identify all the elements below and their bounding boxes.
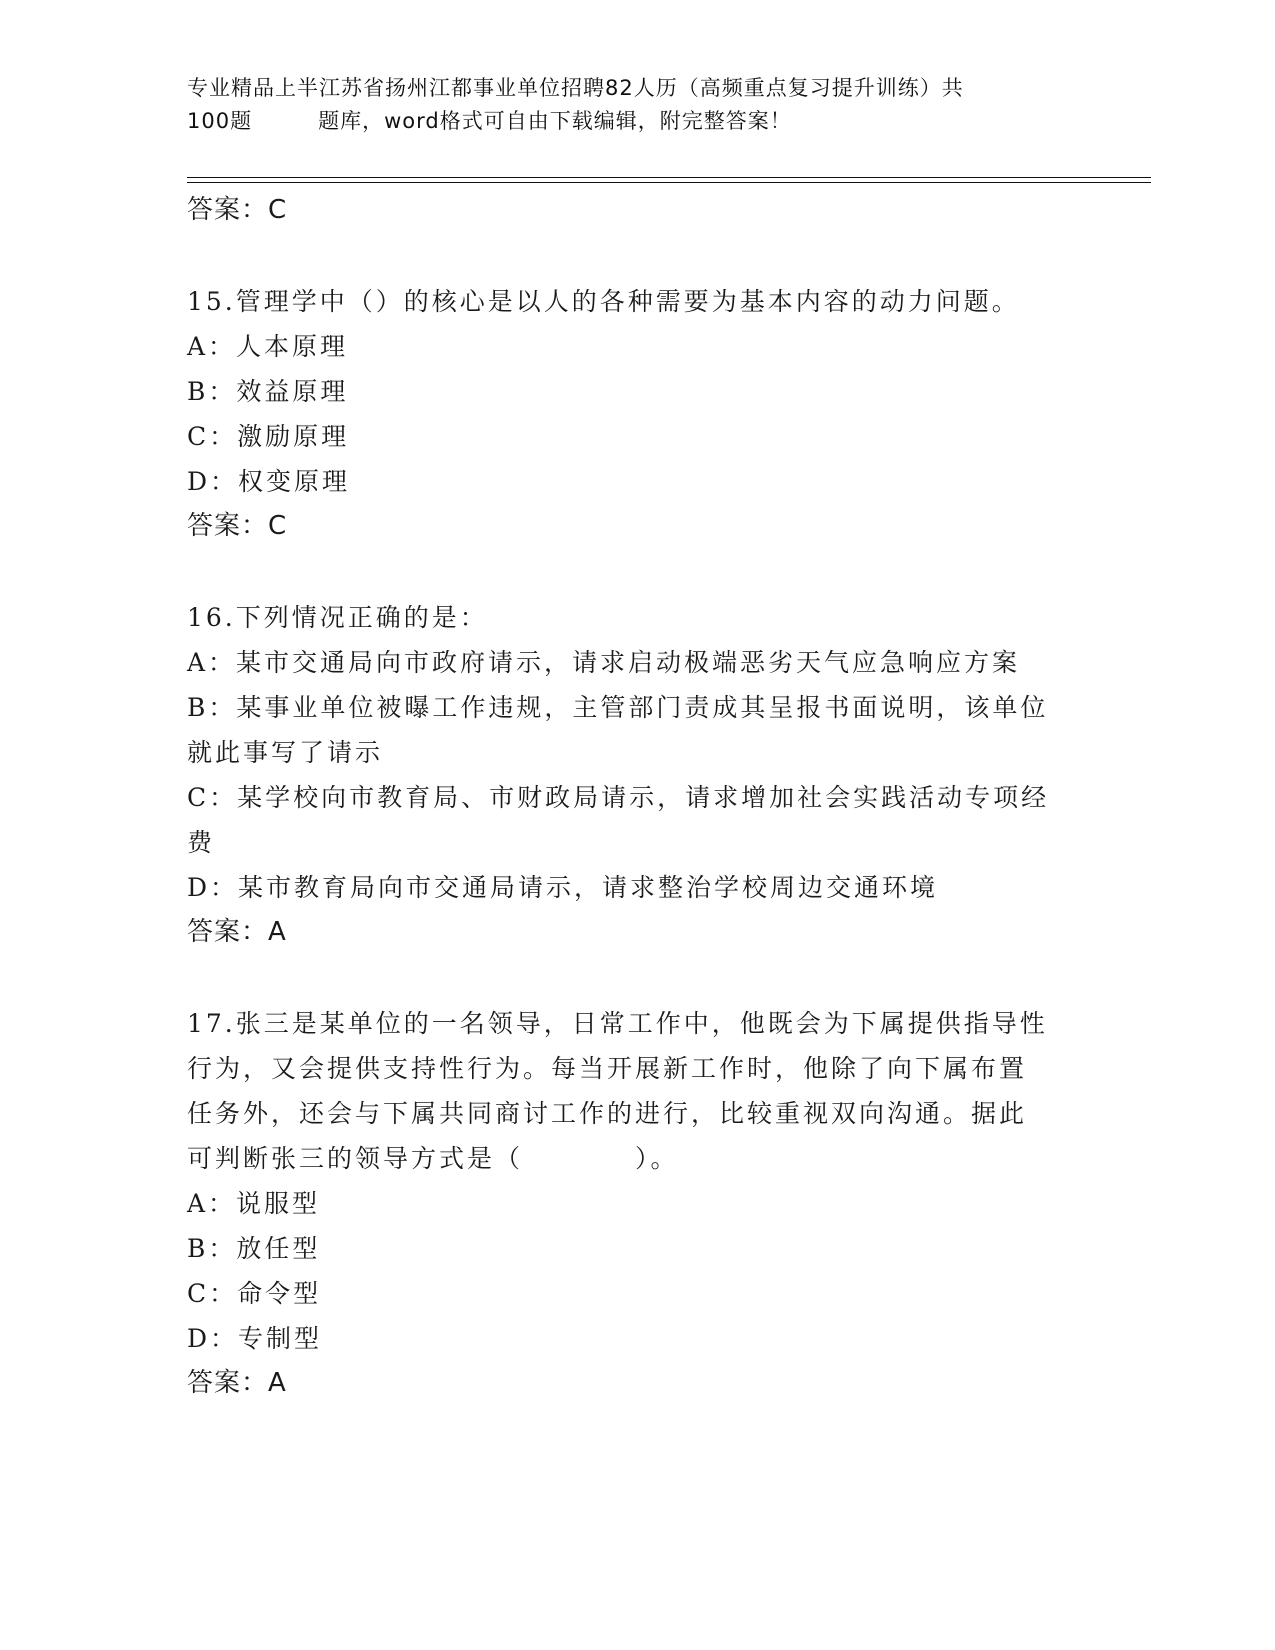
q15-option-a: A：人本原理	[187, 332, 349, 361]
q17-option-a: A：说服型	[187, 1189, 321, 1218]
q16-option-c-line-2: 费	[187, 828, 216, 857]
q17-stem-line-2: 行为，又会提供支持性行为。每当开展新工作时，他除了向下属布置	[187, 1054, 1028, 1083]
q15-answer: 答案：C	[187, 511, 288, 541]
question-16	[187, 595, 1087, 955]
header-line-2-end: 题库，word格式可自由下载编辑，附完整答案！	[318, 109, 792, 133]
page-header	[187, 72, 1087, 138]
q16-option-b-line-1: B：某事业单位被曝工作违规，主管部门责成其呈报书面说明，该单位	[187, 693, 1049, 722]
q16-option-c-line-1: C：某学校向市教育局、市财政局请示，请求增加社会实践活动专项经	[187, 783, 1050, 812]
q17-option-d: D：专制型	[187, 1324, 323, 1353]
q15-option-b: B：效益原理	[187, 377, 349, 406]
q17-stem-line-3: 任务外，还会与下属共同商讨工作的进行，比较重视双向沟通。据此	[187, 1099, 1028, 1128]
header-rule-bottom	[187, 182, 1151, 183]
q16-option-b-line-2: 就此事写了请示	[187, 738, 384, 767]
q17-option-b: B：放任型	[187, 1234, 321, 1263]
question-15	[187, 279, 1087, 549]
q15-option-d: D：权变原理	[187, 467, 351, 496]
q15-stem: 15.管理学中（）的核心是以人的各种需要为基本内容的动力问题。	[187, 287, 1020, 316]
q15-option-c: C：激励原理	[187, 422, 350, 451]
header-line-2-start: 100题	[187, 109, 253, 133]
header-rule-top	[187, 177, 1151, 178]
header-line-1: 专业精品上半江苏省扬州江都事业单位招聘82人历（高频重点复习提升训练）共	[187, 76, 964, 100]
q16-option-a: A：某市交通局向市政府请示，请求启动极端恶劣天气应急响应方案	[187, 648, 1021, 677]
q17-answer: 答案：A	[187, 1368, 287, 1398]
question-17	[187, 1001, 1087, 1406]
q16-option-d: D：某市教育局向市交通局请示，请求整治学校周边交通环境	[187, 873, 939, 902]
header-line-2	[187, 105, 1087, 138]
q16-stem: 16.下列情况正确的是：	[187, 603, 488, 632]
q14-answer: 答案：C	[187, 195, 288, 225]
q17-option-c: C：命令型	[187, 1279, 322, 1308]
q16-answer: 答案：A	[187, 917, 287, 947]
q17-stem-line-1: 17.张三是某单位的一名领导，日常工作中，他既会为下属提供指导性	[187, 1009, 1048, 1038]
q17-stem-line-4: 可判断张三的领导方式是（ ）。	[187, 1144, 679, 1173]
question-list	[187, 188, 1087, 1406]
